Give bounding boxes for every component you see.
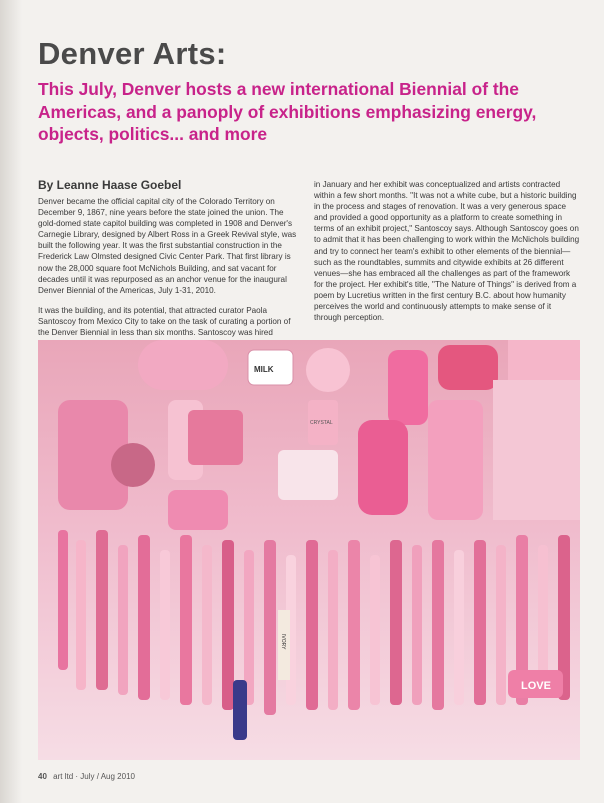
article-title: Denver Arts: [38,36,227,71]
page-gutter-shadow [0,0,22,803]
pink-bottles-shelf [493,380,580,520]
pink-ice-tray [188,410,243,465]
pink-tray [168,490,228,530]
blue-brush [233,680,247,740]
pink-sponge [111,443,155,487]
body-paragraph: Denver became the official capital city of the Colorado Territory on December 9, 1867, nine years before the state joined the union. The gold-domed state capitol building was completed in 1908 and Denver's Carnegie Library, designed by Albert Ross in a Greek Revival style, was built the following year. It was the first substantial construction in the Frederick Law Olmsted designed Civic Center Park. That first library is now the 28,000 square foot McNichols Building, and sat vacant for decades until it was repurposed as an anchor venue for the inaugural Denver Biennial of the Americas, July 1-31, 2010. [38,197,297,295]
pink-frame [278,450,338,500]
body-column-right [314,179,580,332]
milk-label: MILK [254,365,274,374]
article-byline: By Leanne Haase Goebel [38,178,182,192]
pink-doll-box [428,400,483,520]
pink-bucket [438,345,498,390]
love-label: LOVE [521,680,551,692]
page-footer [38,772,135,781]
page-number: 40 [38,772,47,781]
pink-doll [306,348,350,392]
pink-jug [388,350,428,425]
body-column-left [38,196,302,347]
pink-objects-photo [38,340,580,760]
body-paragraph: It was the building, and its potential, that attracted curator Paola Santoscoy from Mexico City to take on the task of curating a portion of the Denver Biennial in less than six months. Santoscoy was hired [38,305,291,338]
ivory-label: IVORY [280,634,286,650]
pink-container [508,340,580,380]
article-subtitle: This July, Denver hosts a new international Biennial of the Americas, and a panoply of exhibitions emphasizing energy, objects, politics... and more [38,79,537,144]
detergent-bottle [358,420,408,515]
pink-tub [138,340,228,390]
exhibit-photo [38,340,580,760]
publication-info: art ltd · July / Aug 2010 [53,772,135,781]
crystal-label: CRYSTAL [310,420,333,426]
body-paragraph: in January and her exhibit was conceptualized and artists contracted within a few short months. "It was not a white cube, but a historic building in the process and stages of renovation. It was a very generous space and provided a good opportunity as a platform to create something in terms of an exhibit project," Santoscoy says. Although Santoscoy goes on to admit that it has been challenging to work within the McNichols building and try to connect her team's exhibit to other elements of the biennial—such as the roundtables, summits and citywide exhibits at 26 different venues—she has embraced all the challenges as part of the framework for the project. Her exhibit's title, "The Nature of Things" is derived from a poem by Lucretius written in the first century B.C. about how humanity perceives the world and continuously attempts to make sense of it through perception. [314,180,580,323]
